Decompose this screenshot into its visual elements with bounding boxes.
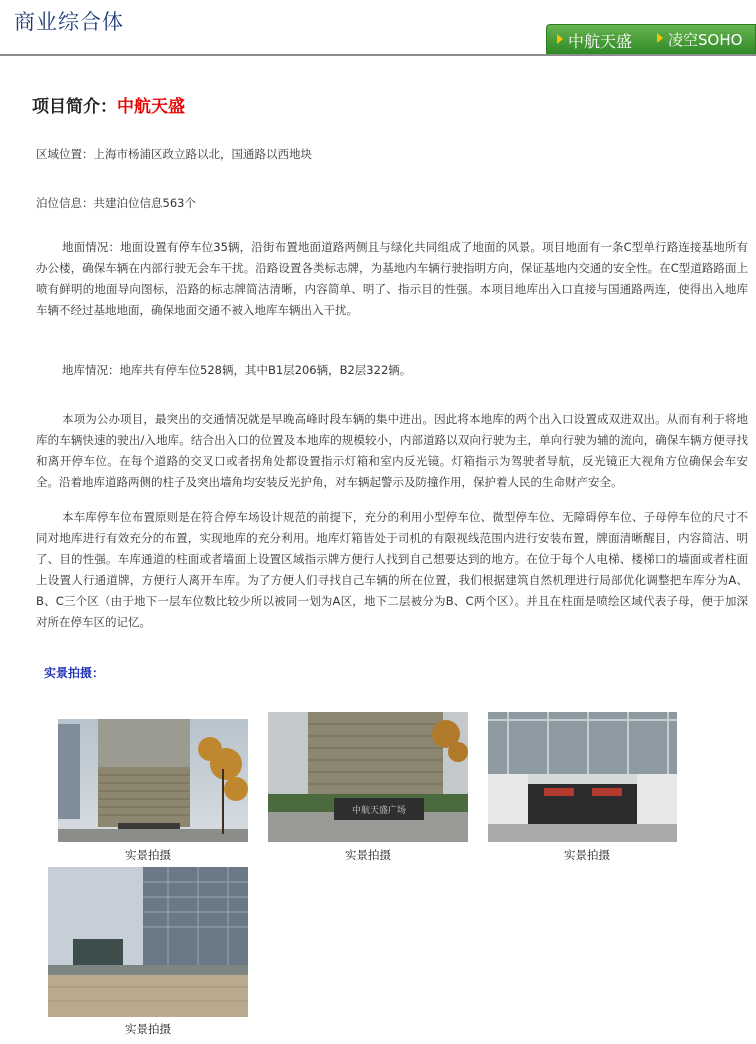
photo-caption: 实景拍摄 bbox=[345, 848, 391, 862]
tab-lingkong-soho[interactable] bbox=[657, 29, 742, 51]
office-tower-photo[interactable] bbox=[58, 719, 248, 842]
intro-heading-label: 项目简介： bbox=[32, 97, 117, 117]
building-entrance-photo[interactable] bbox=[268, 712, 468, 842]
intro-project-name: 中航天盛 bbox=[117, 97, 185, 117]
page-title: 商业综合体 bbox=[14, 10, 124, 34]
basement-paragraph: 地库情况：地库共有停车位528辆，其中B1层206辆，B2层322辆。 bbox=[62, 363, 412, 377]
tab-label: 凌空SOHO bbox=[668, 31, 743, 49]
header-divider bbox=[0, 54, 756, 56]
plaza-ramp-photo[interactable] bbox=[48, 867, 248, 1017]
garage-entrance-photo[interactable] bbox=[488, 712, 677, 842]
photo-caption: 实景拍摄 bbox=[125, 848, 171, 862]
traffic-paragraph: 本项为公办项目，最突出的交通情况就是早晚高峰时段车辆的集中进出。因此将本地库的两个出入口设置成双进双出。从而有利于将地库的车辆快速的驶出/入地库。结合出入口的位置及本地库的规模较小，内部道路以双向行驶为主，单向行驶为辅的流向，确保车辆方便寻找和离开停车位。在每个道路的交叉口或者拐角处都设置指示灯箱和室内反光镜。灯箱指示为驾驶者导航，反光镜正大视角方位确保会车安全。沿着地库道路两侧的柱子及突出墙角均安装反光护角，对车辆起警示及防撞作用，保护着人民的生命财产安全。 bbox=[36, 412, 748, 489]
entrance-sign-text: 中航天盛广场 bbox=[351, 806, 407, 816]
tab-label: 中航天盛 bbox=[568, 32, 633, 51]
header bbox=[0, 0, 756, 56]
photos-heading: 实景拍摄： bbox=[44, 666, 105, 680]
intro-heading bbox=[32, 92, 185, 117]
project-tabs bbox=[546, 24, 756, 54]
layout-paragraph: 本车库停车位布置原则是在符合停车场设计规范的前提下，充分的利用小型停车位、微型停车位、无障碍停车位、子母停车位的尺寸不同对地库进行有效充分的布置，实现地库的充分利用。地库灯箱皆处于司机的有限视线范围内进行安装布置，牌面清晰醒目，内容简洁、明了、目的性强。车库通道的柱面或者墙面上设置区域指示牌方便行人找到自己想要达到的地方。在位于每个人电梯、楼梯口的墙面或者柱面上设置人行通道牌，方便行人离开车库。为了方便人们寻找自己车辆的所在位置，我们根据建筑自然机理进行局部优化调整把车库分为A、B、C三个区（由于地下一层车位数比较少所以被同一划为A区，地下二层被分为B、C两个区）。并且在柱面是喷绘区域代表子母，便于加深对所在停车区的记忆。 bbox=[36, 510, 748, 629]
arrow-right-icon bbox=[557, 34, 563, 44]
photo-caption: 实景拍摄 bbox=[564, 848, 610, 862]
tab-zhonghang-tiansheng[interactable] bbox=[557, 29, 632, 51]
arrow-right-icon bbox=[657, 33, 663, 43]
location-info: 区域位置：上海市杨浦区政立路以北，国通路以西地块 bbox=[36, 147, 312, 161]
photo-caption: 实景拍摄 bbox=[125, 1022, 171, 1036]
ground-paragraph: 地面情况：地面设置有停车位35辆，沿街布置地面道路两侧且与绿化共同组成了地面的风景。项目地面有一条C型单行路连接基地所有办公楼，确保车辆在内部行驶无会车干扰。沿路设置各类标志牌，为基地内车辆行驶指明方向，保证基地内交通的安全性。在C型道路路面上喷有鲜明的地面导向图标，沿路的标志牌简洁清晰，内容简单、明了、指示目的性强。本项目地库出入口直接与国通路两连，使得出入地库车辆不经过基地地面，确保地面交通不被入地库车辆出入干扰。 bbox=[36, 240, 748, 317]
parking-info: 泊位信息：共建泊位信息563个 bbox=[36, 196, 196, 210]
